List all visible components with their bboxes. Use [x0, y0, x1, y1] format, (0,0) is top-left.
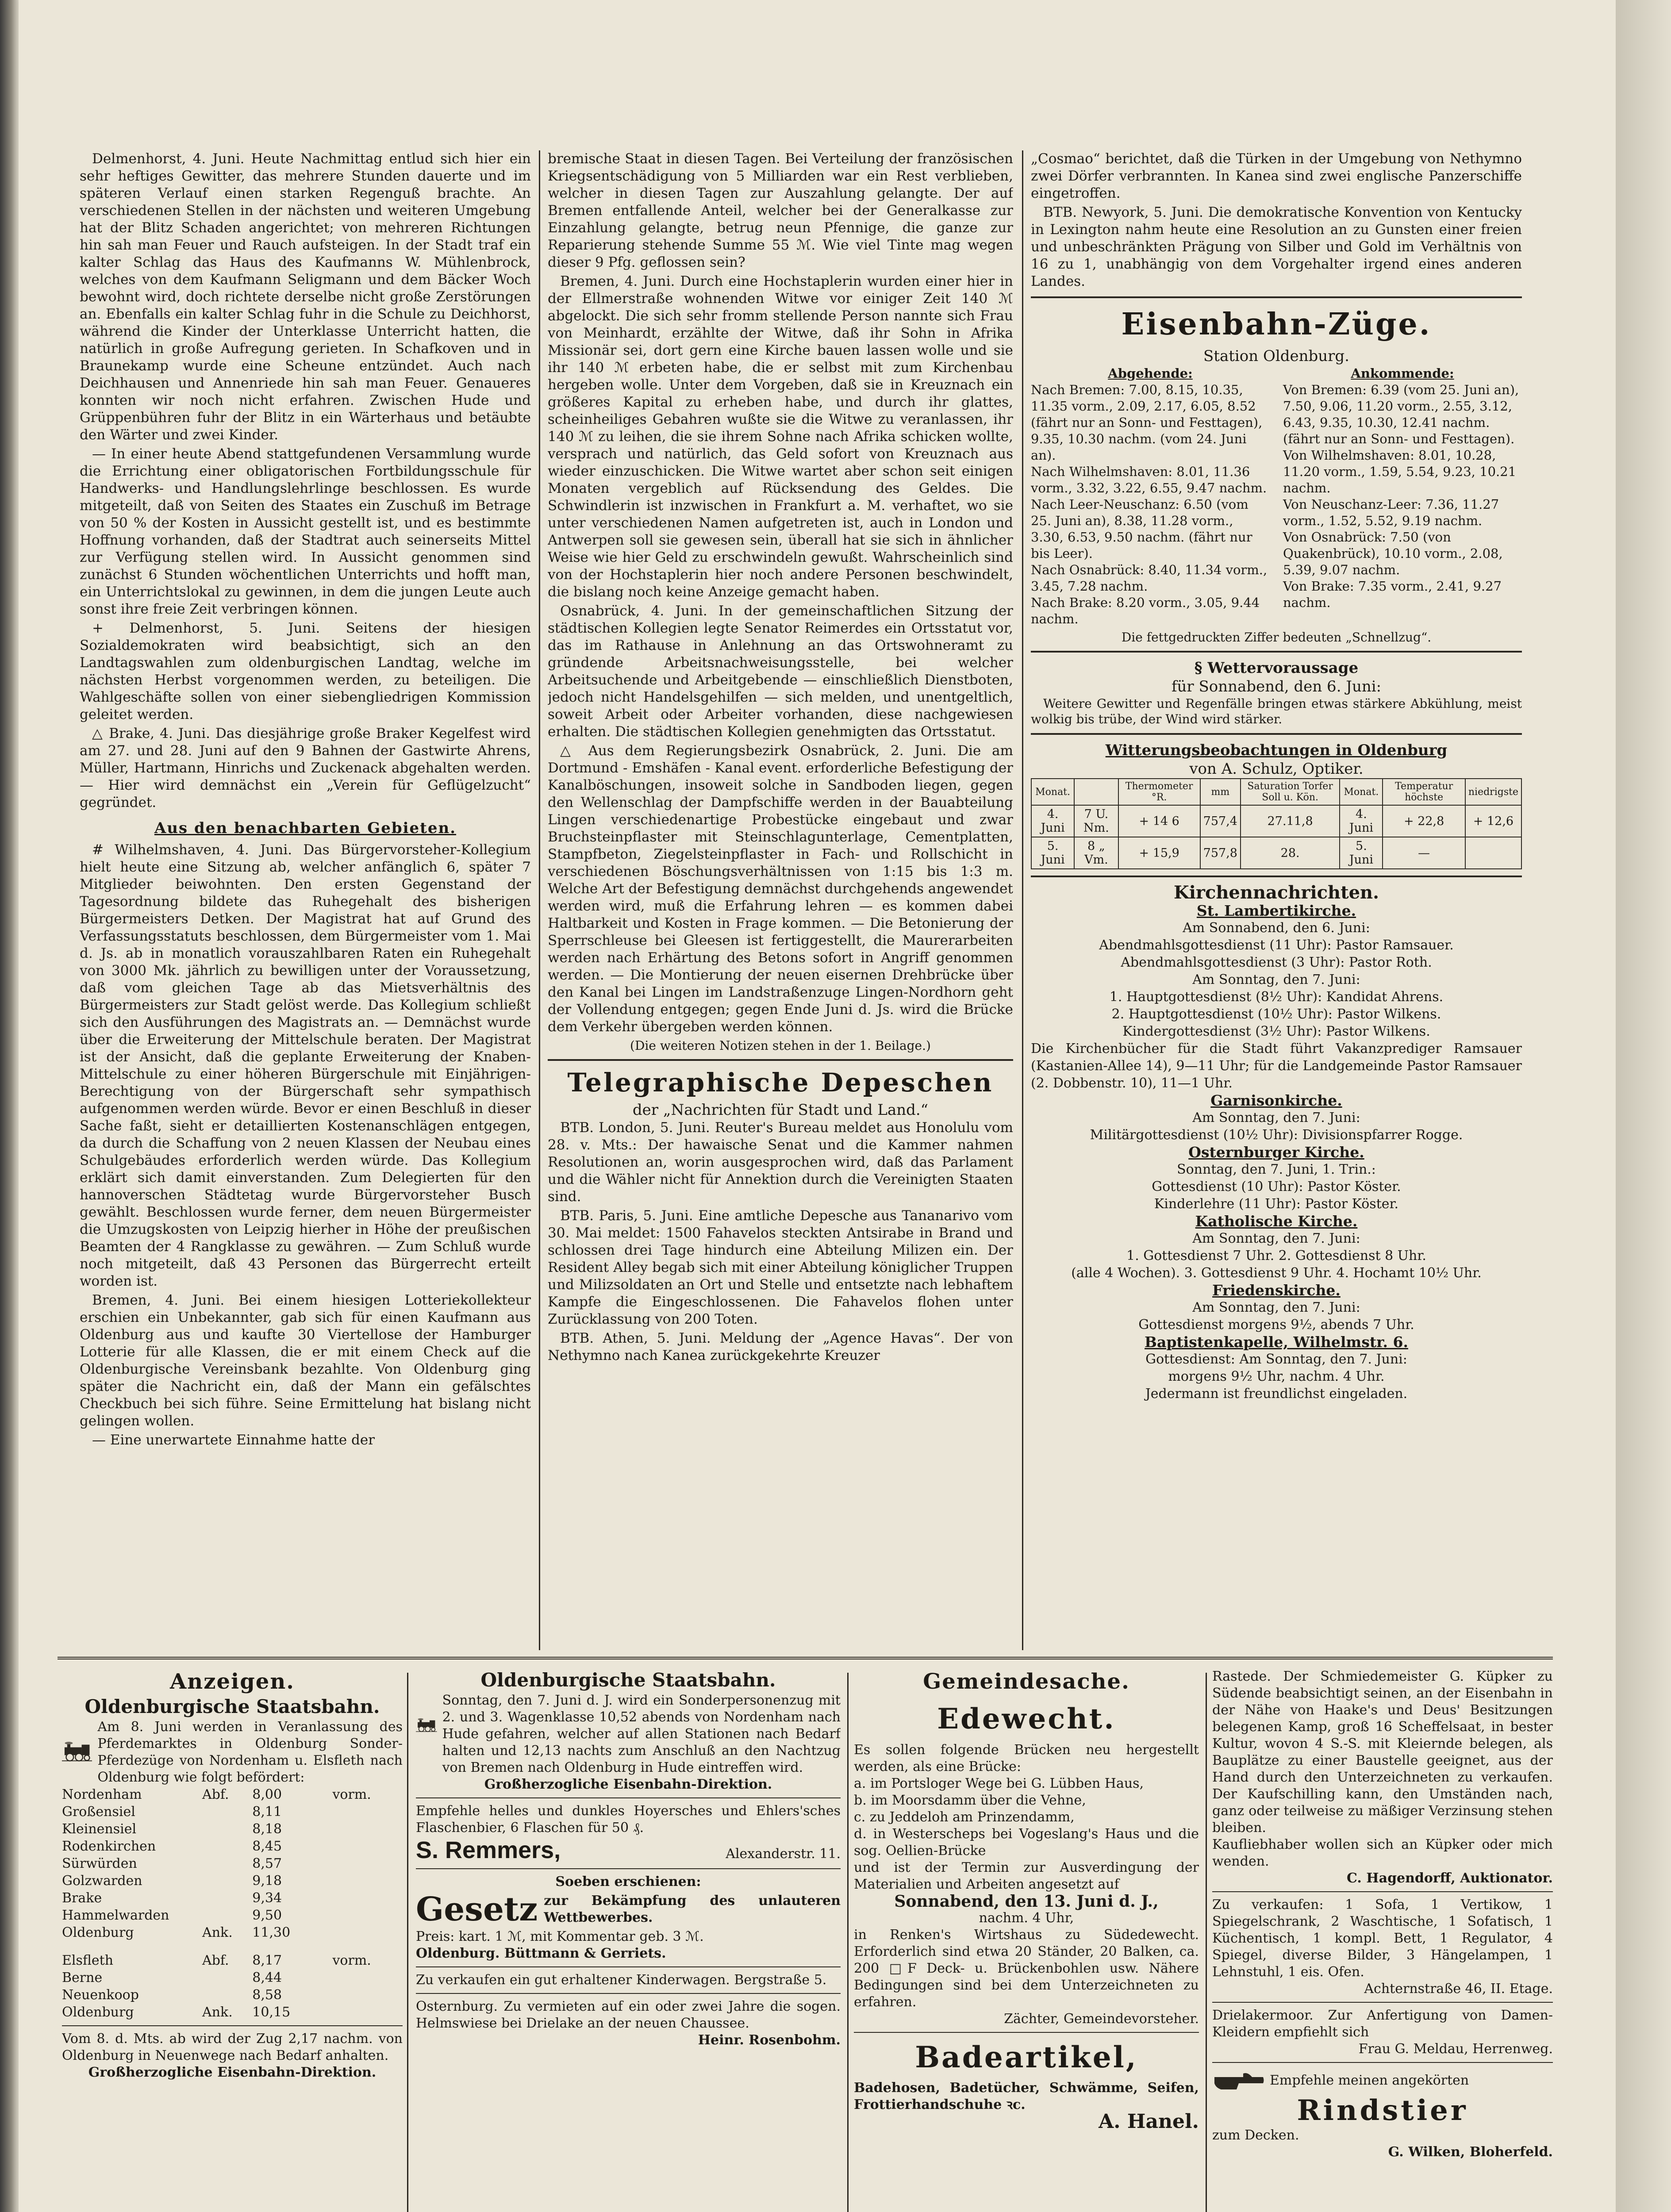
ad-text: Kaufliebhaber wollen sich an Küpker oder mich wenden. [1212, 1837, 1553, 1869]
church-line: Gottesdienst: Am Sonntag, den 7. Juni: [1145, 1352, 1407, 1367]
bath-title: Badeartikel, [915, 2040, 1138, 2074]
ad-dressmaker: Drielakermoor. Zur Anfertigung von Damen-Kleidern empfiehlt sich [1212, 2008, 1553, 2040]
church-line: Gottesdienst (10 Uhr): Pastor Köster. [1152, 1179, 1401, 1194]
arrival-departure [202, 1872, 252, 1889]
ad-text: in Renken's Wirtshaus zu Südedewecht. Erforderlich sind etwa 20 Ständer, 20 Balken, ca. 200 □F Deck- u. Brückenbohlen usw. Nähere Bedingungen sind bei dem Unterzeichneten zu erfahren. [854, 1927, 1199, 2010]
ad-rindstier [1212, 2067, 1553, 2094]
divider [1212, 2002, 1553, 2003]
arrival-departure: Ank. [202, 2005, 233, 2020]
church-line: Gottesdienst morgens 9½, abends 7 Uhr. [1138, 1317, 1414, 1333]
arrival-departure [202, 1986, 252, 2004]
ad-rastede: Rastede. Der Schmiedemeister G. Küpker zu Südende beabsichtigt seinen, an der Eisenbahn in der Nähe von Haake's und Deus' Besitzungen belegenen Kamp, groß 16 Scheffelsaat, in bester Kultur, wovon 4 S.-S. mit Kleiernde belegen, als Bauplätze zu einer Baustelle geeignet, aus der Hand durch den Unterzeichneten zu verkaufen. Der Kaufschilling kann, den Umständen nach, ganz oder teilweise zu mäßiger Verzinsung stehen bleiben. [1212, 1669, 1553, 1836]
bridge-item: c. zu Jeddeloh am Prinzendamm, [854, 1809, 1075, 1825]
time-of-day [332, 1855, 403, 1872]
church-line: 1. Hauptgottesdienst (8½ Uhr): Kandidat Ahrens. [1109, 989, 1444, 1005]
ad-kinderwagen: Zu verkaufen ein gut erhaltener Kinderwagen. Bergstraße 5. [416, 1972, 827, 1988]
ad-column-4 [1212, 1668, 1553, 2212]
ad-signature: Frau G. Meldau, Herrenweg. [1358, 2041, 1553, 2057]
article-bremen-einnahme-start: — Eine unerwartete Einnahme hatte der [92, 1432, 375, 1448]
ad-title: Gemeindesache. [923, 1669, 1130, 1694]
ad-signature: C. Hagendorff, Auktionator. [1347, 1870, 1553, 1886]
time: 8,18 [252, 1821, 282, 1837]
station-name: Sürwürden [62, 1856, 137, 1871]
arrival-departure [202, 1889, 252, 1907]
station-name: Großensiel [62, 1804, 135, 1820]
ad-date: Sonnabend, den 13. Juni d. J., [894, 1892, 1159, 1911]
bridge-item: a. im Portsloger Wege bei G. Lübben Haus, [854, 1776, 1144, 1791]
arrival-departure: Abf. [202, 1787, 229, 1802]
time: 8,58 [252, 1987, 282, 2003]
train-schedule-2 [62, 1952, 403, 2021]
table-cell: 8 „ Vm. [1074, 837, 1118, 869]
church-line: morgens 9½ Uhr, nachm. 4 Uhr. [1168, 1369, 1385, 1384]
railway-station: Station Oldenburg. [1203, 347, 1349, 365]
train-schedule-1 [62, 1786, 403, 1941]
table-cell: 5. Juni [1031, 837, 1074, 869]
telegram-athen-cont: „Cosmao“ berichtet, daß die Türken in der Umgebung von Nethymno zwei Dörfer verbrannten. In Kanea sind zwei englische Panzerschiffe eingetroffen. [1031, 151, 1522, 201]
bridge-item: d. in Westerscheps bei Vogeslang's Haus und die sog. Oellien-Brücke [854, 1826, 1199, 1859]
departure-brake: Nach Brake: 8.20 vorm., 3.05, 9.44 nachm. [1031, 595, 1260, 626]
column-divider [539, 150, 540, 1650]
arrival-departure [202, 1855, 252, 1872]
ad-signature: Großherzogliche Eisenbahn-Direktion. [484, 1777, 772, 1792]
divider [854, 2032, 1199, 2033]
weather-observation-table [1031, 778, 1522, 869]
article-fortbildungsschule: — In einer heute Abend stattgefundenen Versammlung wurde die Errichtung einer obligatorischen Fortbildungsschule für Handwerks- und Handlungslehrlinge beschlossen. Es wurde mitgeteilt, daß von Seiten des Staates ein Zuschuß im Betrage von 50 % der Kosten in Aussicht gestellt ist, und es bestimmte Hoffnung vorhanden, daß der Stadtrat auch seinerseits Mittel zur Verfügung stellen wird. In Aussicht genommen sind zunächst 6 Stunden wöchentlichen Unterrichts und hofft man, ein Unterrichtslokal zu gewinnen, in dem die jungen Leute auch sonst ihre freie Zeit verbringen können. [80, 446, 531, 617]
ad-text: Am 8. Juni werden in Veranlassung des Pferdemarktes in Oldenburg Sonder-Pferdezüge von Nordenham u. Elsfleth nach Oldenburg wie folgt befördert: [97, 1719, 403, 1785]
ad-signature: Heinr. Rosenbohm. [698, 2032, 841, 2048]
weather-forecast: Weitere Gewitter und Regenfälle bringen etwas stärkere Abkühlung, meist wolkig bis trübe, der Wind wird stärker. [1031, 696, 1522, 726]
table-cell: + 12,6 [1465, 805, 1521, 837]
schedule-row [62, 1872, 403, 1889]
table-cell: + 22,8 [1383, 805, 1465, 837]
station-name: Oldenburg [62, 2005, 134, 2020]
column-divider [407, 1673, 408, 2212]
arrival-osnabrueck: Von Osnabrück: 7.50 (von Quakenbrück), 10.10 vorm., 2.08, 5.39, 9.07 nachm. [1283, 530, 1503, 577]
time-of-day [332, 1986, 403, 2004]
arrival-bremen: Von Bremen: 6.39 (vom 25. Juni an), 7.50, 9.06, 11.20 vorm., 2.55, 3.12, 6.43, 9.35, 10.30, 12.41 nachm. (fährt nur an Sonn- und Festtagen). [1283, 382, 1519, 446]
article-delmenhorst-storm: Delmenhorst, 4. Juni. Heute Nachmittag entlud sich hier ein sehr heftiges Gewitter, das mehrere Stunden dauerte und im späteren Verlauf einen starken Regenguß brachte. An verschiedenen Stellen in der nächsten und weiteren Umgebung hat der Blitz Schaden angerichtet; von mehreren Richtungen hin sah man Feuer und Rauch aufsteigen. In der Stadt traf ein kalter Schlag das Haus des Kaufmanns W. Mühlenbrock, welches von dem Kaufmann Seligmann und dem Bäcker Woch bewohnt wird, doch richtete derselbe nicht große Zerstörungen an. Ebenfalls ein kalter Schlag fuhr in die Schule zu Deichhorst, während die Kinder der Unterklasse Unterricht hatten, die natürlich in große Aufregung gerieten. In Schafkoven und in Braunekamp wurde eine Scheune entzündet. Auch nach Deichhausen und Annenriede hin sah man Feuer. Genaueres konnten wir noch nicht erfahren. Zwischen Hude und Grüppenbühren fuhr der Blitz in ein Wärterhaus und betäubte den Wärter und zwei Kinder. [80, 151, 531, 443]
table-row [1031, 837, 1521, 869]
table-header [1074, 779, 1118, 805]
time-of-day: vorm. [332, 1953, 371, 1968]
book-heading: Soeben erschienen: [555, 1874, 701, 1889]
time-of-day [332, 1820, 403, 1838]
time-of-day: vorm. [332, 1787, 371, 1802]
time: 8,45 [252, 1839, 282, 1854]
advertiser-name: S. Remmers, [416, 1837, 561, 1863]
time: 9,18 [252, 1873, 282, 1889]
departure-leer: Nach Leer-Neuschanz: 6.50 (vom 25. Juni an), 8.38, 11.28 vorm., 3.30, 6.53, 9.50 nachm. (fährt nur bis Leer). [1031, 497, 1252, 561]
departure-bremen: Nach Bremen: 7.00, 8.15, 10.35, 11.35 vorm., 2.09, 2.17, 6.05, 8.52 (fährt nur an Sonn- und Festtagen), 9.35, 10.30 nachm. (vom 24. Juni an). [1031, 382, 1263, 463]
weather-title: § Wettervoraussage [1194, 659, 1359, 677]
church-name: Osternburger Kirche. [1188, 1144, 1364, 1161]
station-name: Neuenkoop [62, 1987, 139, 2003]
railway-timetable [1031, 365, 1522, 627]
observations-title: Witterungsbeobachtungen in Oldenburg [1105, 741, 1448, 759]
station-name: Rodenkirchen [62, 1839, 156, 1854]
page-edge [1616, 0, 1671, 2212]
railway-note: Die fettgedruckten Ziffer bedeuten „Schnellzug“. [1121, 630, 1432, 645]
ad-text: Empfehle meinen angekörten [1270, 2073, 1469, 2088]
continued-note: (Die weiteren Notizen stehen in der 1. Beilage.) [630, 1038, 931, 1053]
table-cell: 7 U. Nm. [1074, 805, 1118, 837]
station-name: Brake [62, 1890, 102, 1906]
schedule-row [62, 1803, 403, 1820]
arrival-departure [202, 1838, 252, 1855]
station-name: Golzwarden [62, 1873, 142, 1889]
schedule-row [62, 1889, 403, 1907]
arrival-departure [202, 1803, 252, 1820]
time-of-day [332, 2004, 403, 2021]
locomotive-icon [416, 1692, 437, 1759]
schedule-row [62, 1952, 403, 1969]
table-cell: 757,4 [1200, 805, 1241, 837]
ad-book [416, 1890, 841, 1928]
table-header: Saturation Torfer Soll u. Kön. [1241, 779, 1340, 805]
schedule-row [62, 1855, 403, 1872]
ad-footer: Vom 8. d. Mts. ab wird der Zug 2,17 nachm. von Oldenburg in Neuenwege nach Bedarf anhalten. [62, 2031, 403, 2063]
book-price: Preis: kart. 1 ℳ, mit Kommentar geb. 3 ℳ. [416, 1929, 704, 1944]
church-line: Kindergottesdienst (3½ Uhr): Pastor Wilkens. [1122, 1024, 1430, 1039]
divider [416, 1868, 841, 1869]
time-of-day [332, 1872, 403, 1889]
table-cell: 28. [1241, 837, 1340, 869]
ad-title: Oldenburgische Staatsbahn. [480, 1669, 776, 1691]
ad-place: Edewecht. [937, 1702, 1116, 1736]
departures [1031, 365, 1270, 627]
book-subtitle: zur Bekämpfung des unlauteren Wettbewerbes. [544, 1893, 841, 1925]
table-cell: + 15,9 [1118, 837, 1200, 869]
table-cell: 5. Juni [1340, 837, 1383, 869]
church-line: Am Sonntag, den 7. Juni: [1192, 1300, 1360, 1315]
church-entry [1031, 1144, 1522, 1213]
time-of-day [332, 1889, 403, 1907]
railway-title: Eisenbahn-Züge. [1121, 307, 1432, 342]
arrival-departure [202, 1907, 252, 1924]
church-line: Sonntag, den 7. Juni, 1. Trin.: [1177, 1162, 1376, 1177]
ad-text: Sonntag, den 7. Juni d. J. wird ein Sonderpersonenzug mit 2. und 3. Wagenklasse 10,52 abends von Nordenham nach Hude gefahren, welcher auf allen Stationen nach Bedarf halten und 12,13 nachts zum Anschluß an den Nachtzug von Bremen nach Oldenburg in Hude eintreffen wird. [442, 1693, 841, 1775]
ad-signature: A. Hanel. [1099, 2110, 1199, 2133]
ad-beer-text: Empfehle helles und dunkles Hoyersches und Ehlers'sches Flaschenbier, 6 Flaschen für 50 ₰. [416, 1803, 841, 1836]
telegram-athen: BTB. Athen, 5. Juni. Meldung der „Agence Havas“. Der von Nethymno nach Kanea zurückgekehrte Kreuzer [548, 1330, 1013, 1363]
ad-column-3 [854, 1668, 1199, 2212]
arrival-brake: Von Brake: 7.35 vorm., 2.41, 9.27 nachm. [1283, 579, 1502, 610]
schedule-row [62, 1786, 403, 1803]
book-publisher: Oldenburg. Büttmann & Gerriets. [416, 1946, 666, 1961]
weather-subtitle: für Sonnabend, den 6. Juni: [1171, 678, 1382, 695]
ad-text: Es sollen folgende Brücken neu hergestellt werden, als eine Brücke: [854, 1742, 1199, 1774]
church-line: Militärgottesdienst (10½ Uhr): Divisionspfarrer Rogge. [1090, 1127, 1463, 1143]
church-name: Garnisonkirche. [1210, 1092, 1342, 1109]
column-1 [80, 150, 531, 1650]
church-name: Katholische Kirche. [1195, 1213, 1358, 1230]
ad-intro [62, 1719, 403, 1786]
time: 10,15 [252, 2005, 291, 2020]
time: 11,30 [252, 1925, 291, 1940]
table-header-row [1031, 779, 1521, 805]
time: 8,44 [252, 1970, 282, 1985]
church-name: St. Lambertikirche. [1196, 902, 1356, 919]
church-list [1031, 902, 1522, 1402]
table-header: mm [1200, 779, 1241, 805]
article-bremen-hochstaplerin: Bremen, 4. Juni. Durch eine Hochstaplerin wurden einer hier in der Ellmerstraße wohnenden Witwe vor einiger Zeit 140 ℳ abgelockt. Die sich sehr fromm stellende Person nannte sich Frau von Meinhardt, erzählte der Witwe, daß ihr Sohn in Afrika Missionär sei, dort gern eine Kirche bauen lassen wolle und sie ihr 140 ℳ erbeten habe, die er selbst mit zum Kirchenbau hergeben wolle. Unter dem Vorgeben, daß sie in Kreuznach ein größeres Kapital zu erheben habe, und durch ihr glattes, scheinheiliges Gebahren wußte sie die Witwe zu veranlassen, ihr 140 ℳ zu leihen, die sie ihrem Sohne nach Afrika schicken wollte, versprach und natürlich, das Geld sofort von Kreuznach aus wieder einzuschicken. Die Witwe wartet aber schon seit einigen Monaten vergeblich auf Rücksendung des Geldes. Die Schwindlerin ist inzwischen in Frankfurt a. M. verhaftet, wo sie unter verschiedenen Namen aufgetreten ist, auch in London und Antwerpen soll sie gewesen sein, überall hat sie sich in ähnlicher Weise wie hier Geld zu erschwindeln gewußt. Wahrscheinlich sind von der Hochstaplerin hier noch andere Personen beschwindelt, die bislang noch keine Anzeige gemacht haben. [548, 273, 1013, 600]
telegraph-title: Telegraphische Depeschen [567, 1068, 994, 1098]
telegram-paris: BTB. Paris, 5. Juni. Eine amtliche Depesche aus Tananarivo vom 30. Mai meldet: 1500 Fahavelos steckten Antsirabe in Brand und schlossen drei Tage hindurch eine Abteilung Milizen ein. Der Resident Alley begab sich mit einer Abteilung königlicher Truppen und Milizsoldaten an Ort und Stelle und entsetzte nach lebhaftem Kampfe die Eingeschlossenen. Die Fahavelos flohen unter Zurücklassung von 200 Toten. [548, 1208, 1013, 1327]
time: 8,00 [252, 1787, 282, 1802]
church-line: Am Sonnabend, den 6. Juni: [1183, 920, 1370, 936]
table-cell: 27.11,8 [1241, 805, 1340, 837]
time-of-day [332, 1838, 403, 1855]
departure-wilhelmshaven: Nach Wilhelmshaven: 8.01, 11.36 vorm., 3.32, 3.22, 6.55, 9.47 nachm. [1031, 464, 1267, 495]
ad-helmswiese: Osternburg. Zu vermieten auf ein oder zwei Jahre die sogen. Helmswiese bei Drielake an der neuen Chaussee. [416, 1999, 841, 2031]
article-wilhelmshaven: # Wilhelmshaven, 4. Juni. Das Bürgervorsteher-Kollegium hielt heute eine Sitzung ab, welcher anfänglich 6, später 7 Mitglieder beiwohnten. Den ersten Gegenstand der Tagesordnung bildete das Ruhegehalt des bisherigen Bürgermeisters Detken. Der Magistrat hat auf Grund des Verfassungsstatuts beschlossen, dem Bürgermeister vom 1. Mai d. Js. ab in monatlich vorauszahlbaren Raten ein Ruhegehalt von 3000 Mk. jährlich zu bewilligen unter der Voraussetzung, daß vom gleichen Tage ab das Mietsverhältnis des Bürgermeisters zur Stadt gelöst werde. Das Kollegium schließt sich den Ausführungen des Magistrats an. — Demnächst wurde über die Erweiterung der Mittelschule beraten. Der Magistrat ist der Ansicht, daß die geplante Erweiterung der Knaben-Mittelschule zu einer höheren Bürgerschule mit Einjährigen-Berechtigung von der Bürgerschaft sehr sympathisch aufgenommen werden würde. Bevor er einen Beschluß in dieser Sache faßt, sieht er detaillierten Kostenanschlägen entgegen, da durch die Schaffung von 2 neuen Klassen der Neubau eines Schulgebäudes erforderlich werden würde. Das Kollegium erklärt sich damit einverstanden. Zum Delegierten für den hannoverschen Städtetag wurde Bürgervorsteher Busch gewählt. Beschlossen wurde ferner, dem neuen Bürgermeister die Umzugskosten von Leipzig hierher in Höhe der preußischen Beamten der 4 Rangklasse zu gewähren. — Zum Schluß wurde noch mitgeteilt, daß 43 Personen das Bürgerrecht erteilt worden ist. [80, 842, 531, 1289]
church-line: Abendmahlsgottesdienst (3 Uhr): Pastor Roth. [1121, 955, 1432, 970]
schedule-row [62, 1986, 403, 2004]
church-line: Die Kirchenbücher für die Stadt führt Vakanzprediger Ramsauer (Kastanien-Allee 14), 9—11 Uhr; für die Landgemeinde Pastor Ramsauer (2. Dobbenstr. 10), 11—1 Uhr. [1031, 1041, 1522, 1091]
divider [1212, 1891, 1553, 1892]
table-cell [1465, 837, 1521, 869]
schedule-row [62, 1820, 403, 1838]
arrivals [1283, 365, 1522, 627]
church-line: (alle 4 Wochen). 3. Gottesdienst 9 Uhr. 4. Hochamt 10½ Uhr. [1071, 1265, 1482, 1281]
time-of-day [332, 1924, 403, 1941]
article-regierungsbezirk: △ Aus dem Regierungsbezirk Osnabrück, 2. Juni. Die am Dortmund - Emshäfen - Kanal event. erforderliche Befestigung der Kanalböschungen, insoweit solche in Sandboden liegen, gegen den Wellenschlag der Dampfschiffe werden in der Bauabteilung Lingen verschiedenartige Probestücke eingebaut und zwar Bruchsteinpflaster mit Steinschlagunterlage, Cementplatten, Stampfbeton, Ziegelsteinpflaster in Fach- und Rollschicht in verschiedenen Böschungsverhältnissen von 1:15 bis 1:3 m. Welche Art der Befestigung demnächst durchgehends angewendet werden wird, muß die Erfahrung lehren — es kommen dabei Haltbarkeit und Kosten in Frage kommen. — Die Betonierung der Sperrschleuse bei Gleesen ist fertiggestellt, die Maurerarbeiten werden nach Erhärtung des Betons sofort in Angriff genommen werden. — Die Montierung der neuen eisernen Drehbrücke über den Kanal bei Lingen im Landstraßenzuge Lingen-Nordhorn geht der Vollendung entgegen; gegen Ende Juni d. Js. wird die Brücke dem Verkehr übergeben werden können. [548, 743, 1013, 1035]
station-name: Berne [62, 1970, 103, 1985]
divider [416, 1993, 841, 1994]
divider [62, 2025, 403, 2026]
arrival-leer: Von Neuschanz-Leer: 7.36, 11.27 vorm., 1.52, 5.52, 9.19 nachm. [1283, 497, 1499, 528]
book-binding [0, 0, 19, 2212]
table-header: Thermometer °R. [1118, 779, 1200, 805]
church-entry [1031, 1213, 1522, 1282]
ads-heading: Anzeigen. [170, 1669, 295, 1694]
arrivals-heading: Ankommende: [1351, 366, 1454, 381]
ad-signature: Zächter, Gemeindevorsteher. [1004, 2011, 1199, 2027]
ad-signature: G. Wilken, Bloherfeld. [1388, 2144, 1553, 2160]
advertiser-address: Alexanderstr. 11. [726, 1846, 841, 1862]
article-bremen-einnahme: bremische Staat in diesen Tagen. Bei Verteilung der französischen Kriegsentschädigung von 5 Milliarden war ein Rest verblieben, welcher in diesen Tagen zur Auszahlung gelangte. Der auf Bremen entfallende Anteil, welcher bei der Generalkasse zur Einzahlung gelangte, betrug neun Pfennige, die ganze zur Reparierung stehende Summe 55 ℳ. Wie viel Tinte mag wegen dieser 9 Pfg. geflossen sein? [548, 151, 1013, 270]
ad-sonderzug [416, 1692, 841, 1776]
ad-signature: Großherzogliche Eisenbahn-Direktion. [88, 2065, 376, 2080]
ad-text: zum Decken. [1212, 2128, 1299, 2143]
station-name: Nordenham [62, 1787, 142, 1802]
ad-time: nachm. 4 Uhr, [979, 1910, 1074, 1926]
church-line: 1. Gottesdienst 7 Uhr. 2. Gottesdienst 8 Uhr. [1126, 1248, 1426, 1263]
column-divider [1206, 1673, 1207, 2212]
church-name: Friedenskirche. [1212, 1282, 1341, 1299]
ad-address: Achternstraße 46, II. Etage. [1364, 1981, 1553, 1997]
ad-remmers [416, 1836, 841, 1864]
time-of-day [332, 1803, 403, 1820]
table-cell: 757,8 [1200, 837, 1241, 869]
pointing-hand-icon [1212, 2067, 1265, 2094]
column-divider [1022, 150, 1023, 1650]
table-header: Monat. [1340, 779, 1383, 805]
station-name: Kleinensiel [62, 1821, 137, 1837]
article-brake-kegelfest: △ Brake, 4. Juni. Das diesjährige große Braker Kegelfest wird am 27. und 28. Juni auf den 9 Bahnen der Gastwirte Ahrens, Müller, Hartmann, Hinrichs und Zuckenack abgehalten werden. — Hier wird demnächst ein „Verein für Geflügelzucht“ gegründet. [80, 726, 531, 810]
ad-title: Oldenburgische Staatsbahn. [85, 1696, 380, 1717]
article-bremen-lottery: Bremen, 4. Juni. Bei einem hiesigen Lotteriekollekteur erschien ein Unbekannter, gab sich für einen Kaufmann aus Oldenburg aus und kaufte 30 Viertellose der Hamburger Lotterie für alle Klassen, die er mit einem Check auf die Oldenburgische Vereinsbank bezahlte. Von Oldenburg ging später die Nachricht ein, daß der Mann ein gefälschtes Checkbuch bei sich führe. Seine Ermittelung hat bislang nicht gelingen wollen. [80, 1292, 531, 1429]
divider [1031, 733, 1522, 735]
locomotive-icon [62, 1719, 92, 1785]
arrival-departure [202, 1969, 252, 1986]
time: 9,50 [252, 1908, 282, 1923]
ad-furniture: Zu verkaufen: 1 Sofa, 1 Vertikow, 1 Spiegelschrank, 2 Waschtische, 1 Sofatisch, 1 Küchentisch, 1 kompl. Bett, 1 Regulator, 4 Spiegel, diverse Bilder, 3 Hängelampen, 1 Lehnstuhl, 1 eis. Ofen. [1212, 1897, 1553, 1980]
telegraph-subtitle: der „Nachrichten für Stadt und Land.“ [632, 1101, 929, 1119]
church-line: Abendmahlsgottesdienst (11 Uhr): Pastor Ramsauer. [1099, 937, 1454, 953]
church-news-title: Kirchennachrichten. [1173, 882, 1379, 903]
station-name: Oldenburg [62, 1925, 134, 1940]
bull-title: Rindstier [1297, 2094, 1468, 2127]
divider [416, 1966, 841, 1967]
divider [1212, 2062, 1553, 2063]
church-line: 2. Hauptgottesdienst (10½ Uhr): Pastor Wilkens. [1111, 1006, 1441, 1022]
ad-column-2 [416, 1668, 841, 2212]
article-delmenhorst-wahl: + Delmenhorst, 5. Juni. Seitens der hiesigen Sozialdemokraten wird beabsichtigt, sich an den Landtagswahlen zum oldenburgischen Landtag, welche im nächsten Herbst vorgenommen werden, zu beteiligen. Die Wahlgeschäfte sollen von einer siebengliedrigen Kommission geleitet werden. [80, 620, 531, 722]
observations-subtitle: von A. Schulz, Optiker. [1189, 760, 1364, 778]
table-header: Temperatur höchste [1383, 779, 1465, 805]
divider [1031, 876, 1522, 877]
column-3 [1031, 150, 1522, 1650]
arrival-departure: Abf. [202, 1953, 229, 1968]
table-cell: 4. Juni [1340, 805, 1383, 837]
ad-pferdezuege [62, 1668, 403, 2212]
divider [1031, 651, 1522, 653]
time: 8,57 [252, 1856, 282, 1871]
church-line: Kinderlehre (11 Uhr): Pastor Köster. [1154, 1196, 1399, 1212]
table-row [1031, 805, 1521, 837]
church-line: Jedermann ist freundlichst eingeladen. [1145, 1386, 1408, 1402]
church-line: Am Sonntag, den 7. Juni: [1192, 1110, 1360, 1125]
telegram-newyork: BTB. Newyork, 5. Juni. Die demokratische Konvention von Kentucky in Lexington nahm heute eine Resolution an zu Gunsten einer freien und unbeschränkten Prägung von Silber und Gold im Verhältnis von 16 zu 1, unabhängig von dem Vorgehalter irgend eines anderen Landes. [1031, 204, 1522, 289]
church-line: Am Sonntag, den 7. Juni: [1192, 1231, 1360, 1246]
time-of-day [332, 1969, 403, 1986]
schedule-row [62, 1924, 403, 1941]
table-cell: 4. Juni [1031, 805, 1074, 837]
table-cell: + 14 6 [1118, 805, 1200, 837]
table-cell: — [1383, 837, 1465, 869]
schedule-row [62, 1907, 403, 1924]
column-2 [548, 150, 1013, 1650]
church-name: Baptistenkapelle, Wilhelmstr. 6. [1145, 1333, 1408, 1351]
station-name: Hammelwarden [62, 1908, 169, 1923]
schedule-row [62, 1838, 403, 1855]
schedule-row [62, 1969, 403, 1986]
time: 8,11 [252, 1804, 282, 1820]
time: 8,17 [252, 1953, 282, 1968]
church-entry [1031, 1333, 1522, 1402]
station-name: Elsfleth [62, 1953, 114, 1968]
ad-text: und ist der Termin zur Ausverdingung der Materialien und Arbeiten angesetzt auf [854, 1860, 1199, 1892]
advertisements-section [58, 1657, 1553, 2212]
church-line: Am Sonntag, den 7. Juni: [1192, 972, 1360, 987]
church-entry [1031, 902, 1522, 1092]
schedule-row [62, 2004, 403, 2021]
arrival-departure: Ank. [202, 1925, 233, 1940]
arrival-wilhelmshaven: Von Wilhelmshaven: 8.01, 10.28, 11.20 vorm., 1.59, 5.54, 9.23, 10.21 nachm. [1283, 448, 1517, 495]
section-title-neighbors: Aus den benachbarten Gebieten. [154, 819, 457, 837]
divider [416, 1797, 841, 1798]
church-entry [1031, 1092, 1522, 1144]
table-header: Monat. [1031, 779, 1074, 805]
church-entry [1031, 1282, 1522, 1333]
departures-heading: Abgehende: [1108, 366, 1193, 381]
time: 9,34 [252, 1890, 282, 1906]
bridge-item: b. im Moorsdamm über die Vehne, [854, 1793, 1086, 1808]
arrival-departure [202, 1820, 252, 1838]
table-header: niedrigste [1465, 779, 1521, 805]
divider [1031, 296, 1522, 298]
telegram-london: BTB. London, 5. Juni. Reuter's Bureau meldet aus Honolulu vom 28. v. Mts.: Der hawaische Senat und die Kammer nahmen Resolutionen an, worin ausgesprochen wird, daß das Parlament und die Wähler nicht für Annektion durch die Vereinigten Staaten sind. [548, 1120, 1013, 1205]
column-divider [847, 1673, 849, 2212]
time-of-day [332, 1907, 403, 1924]
bath-items: Badehosen, Badetücher, Schwämme, Seifen, Frottierhandschuhe ꝛc. [854, 2080, 1199, 2112]
article-osnabrueck: Osnabrück, 4. Juni. In der gemeinschaftlichen Sitzung der städtischen Kollegien legte Senator Reimerdes ein Ortsstatut vor, das im Rathause in Anlehnung an das Ortswohneramt zu gründende Arbeitsnachweisungsstelle, bei welcher Arbeitsuchende und Arbeitgebende — einschließlich Dienstboten, jedoch nicht Handelsgehilfen — sich melden, und unentgeltlich, soweit Arbeit oder Arbeiter vorhanden, diese nachgewiesen erhalten. Die städtischen Kollegien genehmigten das Ortsstatut. [548, 603, 1013, 740]
departure-osnabrueck: Nach Osnabrück: 8.40, 11.34 vorm., 3.45, 7.28 nachm. [1031, 562, 1268, 594]
divider [548, 1059, 1013, 1061]
book-title: Gesetz [416, 1890, 538, 1928]
